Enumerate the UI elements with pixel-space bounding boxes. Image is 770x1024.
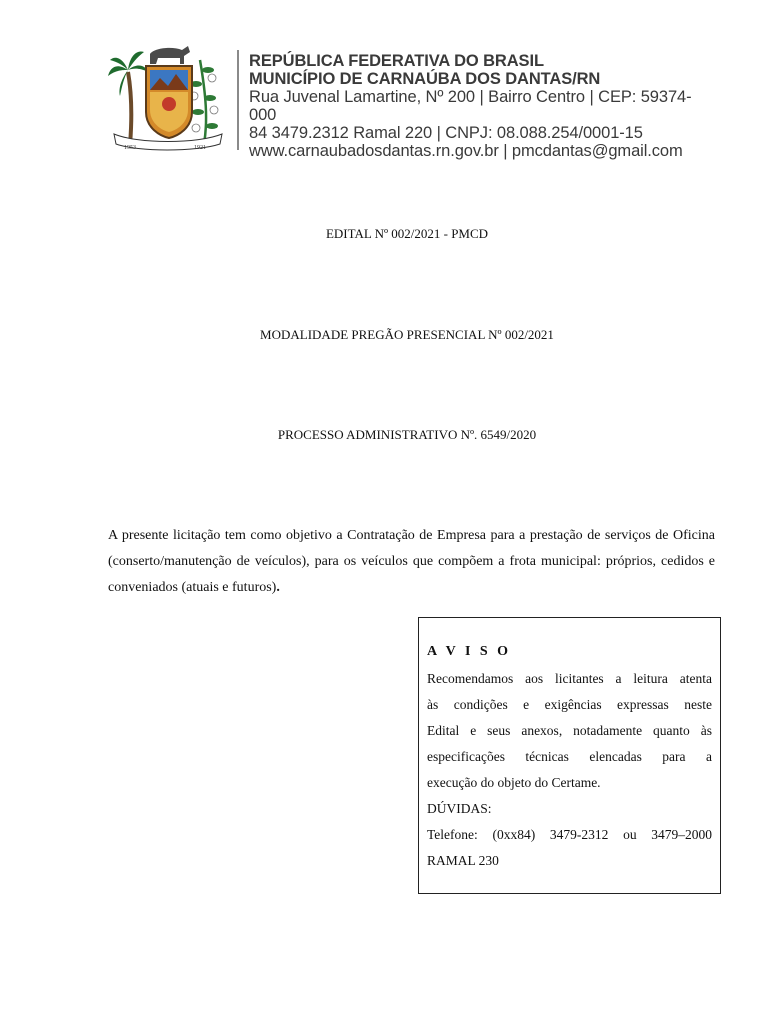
object-text: A presente licitação tem como objetivo a Contratação de Empresa para a prestação de serviços de Oficina (conserto/manutenção de veículos), para os veículos que compõem a frota municipal: próprios, cedidos e conveniados (atuais e futuros) (108, 528, 715, 595)
notice-line: Recomendamos aos licitantes a leitura atenta (427, 671, 712, 686)
object-period: . (276, 580, 280, 595)
municipality-name: MUNICÍPIO DE CARNAÚBA DOS DANTAS/RN (249, 70, 601, 88)
modalidade-title: MODALIDADE PREGÃO PRESENCIAL Nº 002/2021 (260, 327, 554, 342)
header-divider (237, 50, 239, 150)
notice-line: execução do objeto do Certame. (427, 775, 601, 790)
letterhead (108, 40, 708, 160)
notice-line: às condições e exigências expressas neste (427, 697, 712, 712)
crest-year-right: 1921 (194, 145, 206, 151)
letterhead-text (249, 52, 708, 160)
municipal-coat-of-arms-icon (108, 40, 226, 152)
notice-line: especificações técnicas elencadas para a (427, 749, 712, 764)
phone-cnpj-line: 84 3479.2312 Ramal 220 | CNPJ: 08.088.254/0001-15 (249, 124, 643, 142)
contact-extension: RAMAL 230 (427, 853, 499, 868)
address-line: Rua Juvenal Lamartine, Nº 200 | Bairro Centro | CEP: 59374-000 (249, 88, 692, 124)
crest-year-left: 1953 (124, 145, 136, 151)
notice-box (418, 617, 721, 894)
country-name: REPÚBLICA FEDERATIVA DO BRASIL (249, 52, 544, 70)
website-email-line: www.carnaubadosdantas.rn.gov.br | pmcdantas@gmail.com (249, 142, 683, 160)
contact-phone: Telefone: (0xx84) 3479-2312 ou 3479–2000 (427, 827, 712, 842)
notice-title: A V I S O (427, 644, 512, 659)
notice-line: Edital e seus anexos, notadamente quanto às (427, 723, 712, 738)
object-paragraph (108, 523, 715, 601)
processo-title: PROCESSO ADMINISTRATIVO Nº. 6549/2020 (277, 427, 537, 442)
doubts-label: DÚVIDAS: (427, 801, 492, 816)
edital-title: EDITAL Nº 002/2021 - PMCD (325, 226, 489, 241)
